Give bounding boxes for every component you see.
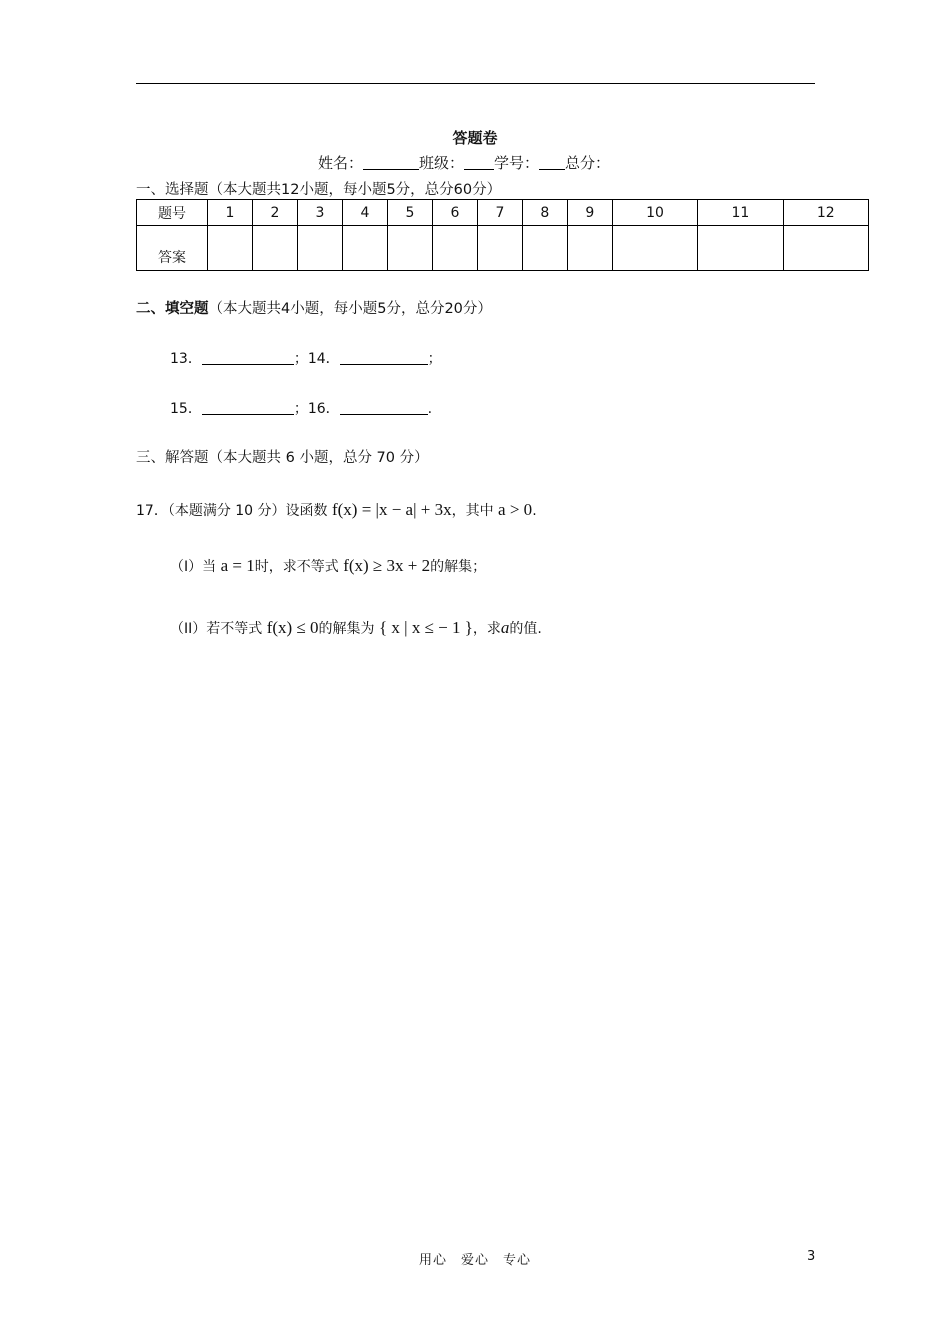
question-number-cell: 9 — [567, 200, 612, 226]
question-number-row — [137, 200, 869, 226]
answer-cell[interactable] — [477, 226, 522, 271]
q13-label: 13． — [170, 351, 202, 367]
answer-table — [136, 199, 869, 271]
question-number-cell: 4 — [342, 200, 387, 226]
answer-cell[interactable] — [522, 226, 567, 271]
total-label: 总分： — [565, 154, 611, 172]
question-number-cell: 7 — [477, 200, 522, 226]
q17-part2-inequality: f(x) ≤ 0 — [266, 618, 319, 637]
row-header-number: 题号 — [137, 200, 208, 226]
question-number-cell: 2 — [252, 200, 297, 226]
answer-cell[interactable] — [783, 226, 868, 271]
row-header-answer: 答案 — [137, 226, 208, 271]
q13-blank[interactable] — [202, 350, 294, 365]
answer-cell[interactable] — [698, 226, 783, 271]
footer-motto: 用心 爱心 专心 — [418, 1253, 531, 1268]
student-info-line — [318, 152, 610, 173]
q15-label: 15． — [170, 401, 202, 417]
q17-part2-variable: a — [500, 618, 510, 637]
question-number-cell: 5 — [387, 200, 432, 226]
q16-blank[interactable] — [340, 400, 428, 415]
question-number-cell: 12 — [783, 200, 868, 226]
q17-function-formula: f(x) = |x − a| + 3x — [331, 500, 452, 519]
q17-part1-condition: a = 1 — [220, 556, 255, 575]
q15-blank[interactable] — [202, 400, 294, 415]
q17-part1-inequality: f(x) ≥ 3x + 2 — [343, 556, 431, 575]
name-label: 姓名： — [318, 154, 364, 172]
question-number-cell: 8 — [522, 200, 567, 226]
section3-heading: 三、解答题（本大题共 6 小题，总分 70 分） — [136, 450, 429, 466]
header-rule — [136, 83, 815, 84]
q16-label: 16． — [307, 401, 340, 417]
id-blank[interactable] — [539, 155, 565, 170]
fill-line-15-16: 15． ；16． . — [170, 401, 433, 417]
q17-part1: （I）当 a = 1时，求不等式 f(x) ≥ 3x + 2的解集； — [170, 556, 487, 575]
name-blank[interactable] — [363, 155, 419, 170]
answer-row — [137, 226, 869, 271]
answer-cell[interactable] — [567, 226, 612, 271]
q17-part2-solution-set: { x | x ≤ − 1 } — [379, 618, 473, 637]
section1-heading: 一、选择题（本大题共12小题，每小题5分，总分60分） — [136, 182, 502, 198]
question-number-cell: 3 — [297, 200, 342, 226]
answer-cell[interactable] — [208, 226, 253, 271]
page-title: 答题卷 — [452, 129, 498, 147]
q14-label: 14． — [307, 351, 340, 367]
answer-cell[interactable] — [432, 226, 477, 271]
q17-condition: a > 0 — [498, 500, 533, 519]
id-label: 学号： — [494, 154, 540, 172]
q17-part2: （II）若不等式 f(x) ≤ 0的解集为 { x | x ≤ − 1 }，求a的值. — [170, 618, 542, 637]
answer-cell[interactable] — [297, 226, 342, 271]
class-label: 班级： — [419, 154, 465, 172]
question-number-cell: 11 — [698, 200, 783, 226]
fill-line-13-14: 13． ；14． ； — [170, 351, 442, 367]
answer-cell[interactable] — [252, 226, 297, 271]
question-number-cell: 10 — [612, 200, 697, 226]
section2-heading: 二、填空题（本大题共4小题，每小题5分，总分20分） — [136, 301, 492, 317]
answer-cell[interactable] — [387, 226, 432, 271]
question-number-cell: 1 — [208, 200, 253, 226]
answer-cell[interactable] — [612, 226, 697, 271]
question-number-cell: 6 — [432, 200, 477, 226]
q17-stem: 17．（本题满分 10 分）设函数 f(x) = |x − a| + 3x，其中 a > 0. — [136, 500, 537, 519]
page-number: 3 — [807, 1249, 816, 1264]
answer-cell[interactable] — [342, 226, 387, 271]
q14-blank[interactable] — [340, 350, 428, 365]
class-blank[interactable] — [464, 155, 494, 170]
